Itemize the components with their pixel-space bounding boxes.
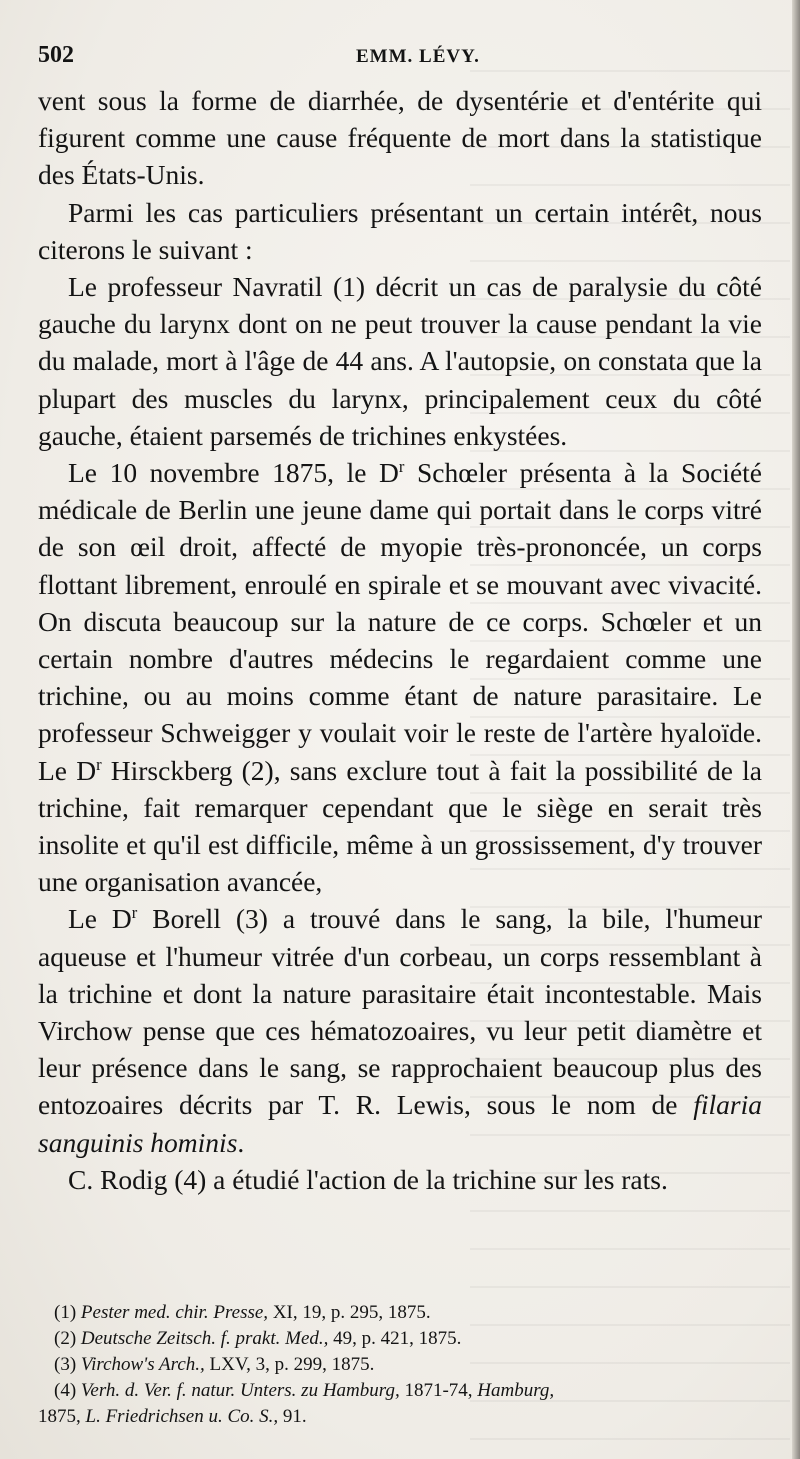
page-edge-shadow <box>792 0 800 1459</box>
footnote-4-number: (4) <box>54 1380 77 1401</box>
paragraph-4-part-c: Hirsckberg (2), sans exclure tout à fait la possibilité de la trichine, fait remarquer cependant que le siège en serait très insolite et qu'il est difficile, même à un grossissement, d'y trouver une organisation avancée, <box>38 754 762 898</box>
footnote-4-year: 1875, <box>38 1406 86 1427</box>
paragraph-4-superscript: r <box>398 456 405 476</box>
paragraph-5-part-a: Le D <box>68 903 132 935</box>
footnote-4-publisher: L. Friedrichsen u. Co. S., <box>85 1406 279 1427</box>
footnote-2-source: Deutsche Zeitsch. f. prakt. Med., <box>80 1328 329 1349</box>
page-header <box>38 42 758 78</box>
footnote-1-source: Pester med. chir. Presse, <box>80 1302 269 1323</box>
paragraph-4-part-b: Schœler présenta à la Société médicale de Berlin une jeune dame qui portait dans le corps vitré de son œil droit, affecté de myopie très-prononcée, un corps flottant librement, enroulé en spirale et se mouvant avec vivacité. On discuta beaucoup sur la nature de ce corps. Schœler et un certain nombre d'autres médecins le regardaient comme une trichine, ou au moins comme étant de nature parasitaire. Le professeur Schweigger y voulait voir le reste de l'artère hyaloïde. Le D <box>38 457 762 786</box>
footnote-1-number: (1) <box>54 1302 77 1323</box>
footnote-3-number: (3) <box>54 1354 77 1375</box>
page-number: 502 <box>38 42 74 68</box>
paragraph-3: Le professeur Navratil (1) décrit un cas de paralysie du côté gauche du larynx dont on ne peut trouver la cause pendant la vie du malade, mort à l'âge de 44 ans. A l'autopsie, on constata que la plupart des muscles du larynx, principalement ceux du côté gauche, étaient parsemés de trichines enkystées. <box>38 271 762 451</box>
footnote-1-reference: XI, 19, p. 295, 1875. <box>268 1302 431 1323</box>
paragraph-4 <box>38 454 762 900</box>
paragraph-5 <box>38 900 762 1160</box>
footnote-3-reference: LXV, 3, p. 299, 1875. <box>204 1354 375 1375</box>
paragraph-5-end: . <box>237 1126 245 1158</box>
paragraph-4-part-a: Le 10 novembre 1875, le D <box>68 457 399 489</box>
running-head: EMM. LÉVY. <box>356 46 480 67</box>
paragraph-5-species-name: filaria sanguinis hominis <box>38 1089 762 1158</box>
paragraph-4-superscript-2: r <box>96 754 102 774</box>
paragraph-5-superscript: r <box>131 903 138 923</box>
footnote-4-reference: 1871-74, <box>399 1380 478 1401</box>
body-text <box>38 82 762 1198</box>
footnote-2 <box>54 1326 778 1352</box>
paragraph-1: vent sous la forme de diarrhée, de dysentérie et d'entérite qui figurent comme une cause fréquente de mort dans la statistique des États-Unis. <box>38 85 762 191</box>
paragraph-5-part-b: Borell (3) a trouvé dans le sang, la bile, l'humeur aqueuse et l'humeur vitrée d'un corbeau, un corps ressemblant à la trichine et dont la nature parasitaire était incontestable. Mais Virchow pense que ces hématozoaires, vu leur petit diamètre et leur présence dans le sang, se rapprochaient beaucoup plus des entozoaires décrits par T. R. Lewis, sous le nom de <box>38 903 762 1121</box>
footnote-2-number: (2) <box>54 1328 77 1349</box>
footnote-3 <box>54 1352 778 1378</box>
footnote-4-page: 91. <box>278 1406 307 1427</box>
footnote-3-source: Virchow's Arch., <box>80 1354 205 1375</box>
footnote-4-continuation <box>38 1404 778 1430</box>
footnote-4-place: Hamburg, <box>477 1380 555 1401</box>
footnote-4 <box>54 1378 778 1404</box>
footnote-2-reference: 49, p. 421, 1875. <box>328 1328 462 1349</box>
footnote-4-source: Verh. d. Ver. f. natur. Unters. zu Hamburg, <box>80 1380 400 1401</box>
paragraph-2: Parmi les cas particuliers présentant un certain intérêt, nous citerons le suivant : <box>38 196 762 265</box>
footnotes <box>38 1300 778 1430</box>
footnote-1 <box>54 1300 778 1326</box>
paragraph-6: C. Rodig (4) a étudié l'action de la trichine sur les rats. <box>68 1163 668 1195</box>
